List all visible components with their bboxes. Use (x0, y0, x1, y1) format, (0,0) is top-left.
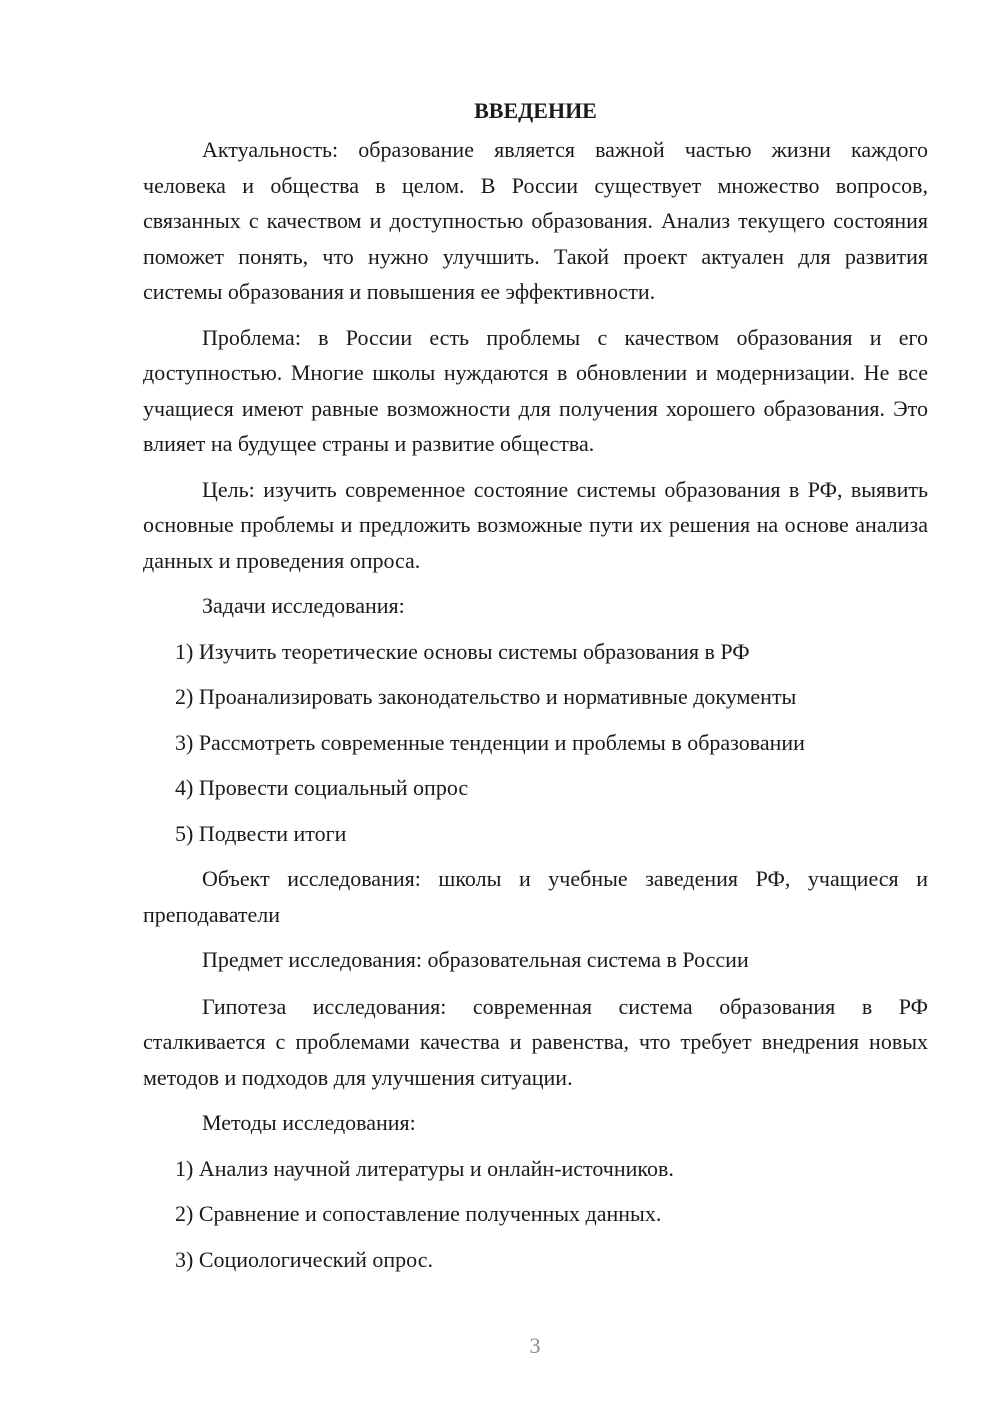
task-item: 1) Изучить теоретические основы системы образования в РФ (175, 638, 750, 664)
subject-paragraph: Предмет исследования: образовательная система в России (202, 947, 749, 972)
page-number: 3 (529, 1333, 541, 1358)
hypothesis-paragraph: Гипотеза исследования: современная система образования в РФ сталкивается с проблемами качества и равенства, что требует внедрения новых методов и подходов для улучшения ситуации. (143, 993, 928, 1090)
method-item: 3) Социологический опрос. (175, 1246, 433, 1272)
section-heading: ВВЕДЕНИЕ (474, 98, 597, 123)
methods-list (143, 1151, 928, 1278)
task-item: 5) Подвести итоги (175, 820, 347, 846)
methods-label: Методы исследования: (202, 1110, 416, 1135)
task-item: 2) Проанализировать законодательство и нормативные документы (175, 684, 797, 709)
tasks-list (143, 634, 928, 852)
task-item: 3) Рассмотреть современные тенденции и проблемы в образовании (175, 729, 805, 755)
page-content (143, 93, 928, 1287)
problem-paragraph: Проблема: в России есть проблемы с качеством образования и его доступностью. Многие школы нуждаются в обновлении и модернизации. Не все учащиеся имеют равные возможности для получения хорошего образования. Это влияет на будущее страны и развитие общества. (143, 324, 928, 456)
method-item: 1) Анализ научной литературы и онлайн-источников. (175, 1155, 674, 1181)
tasks-label: Задачи исследования: (202, 593, 405, 618)
method-item: 2) Сравнение и сопоставление полученных данных. (175, 1201, 662, 1226)
relevance-paragraph: Актуальность: образование является важной частью жизни каждого человека и общества в целом. В России существует множество вопросов, связанных с качеством и доступностью образования. Анализ текущего состояния поможет понять, что нужно улучшить. Такой проект актуален для развития системы образования и повышения ее эффективности. (143, 137, 928, 304)
object-paragraph: Объект исследования: школы и учебные заведения РФ, учащиеся и преподаватели (143, 866, 928, 927)
task-item: 4) Провести социальный опрос (175, 775, 469, 800)
goal-paragraph: Цель: изучить современное состояние системы образования в РФ, выявить основные проблемы и предложить возможные пути их решения на основе анализа данных и проведения опроса. (143, 476, 928, 573)
